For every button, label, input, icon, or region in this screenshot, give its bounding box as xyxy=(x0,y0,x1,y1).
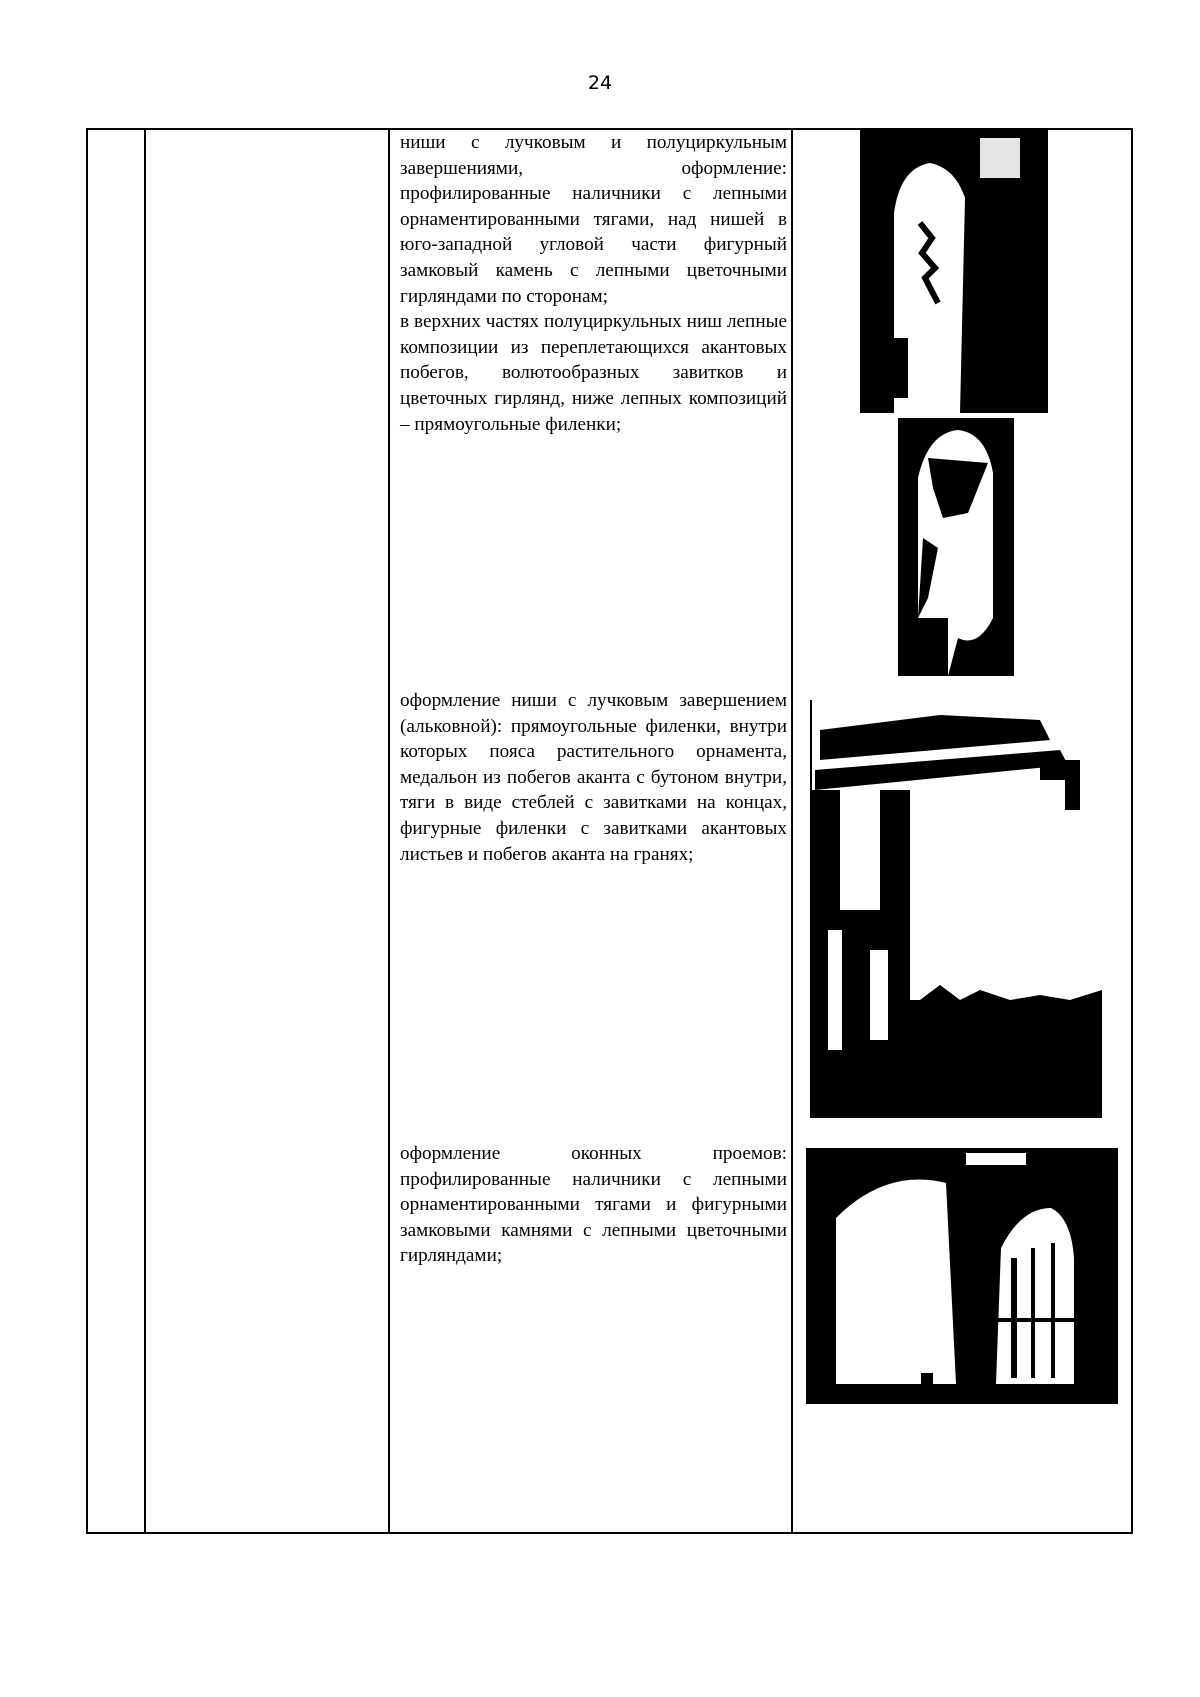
window-openings-photo xyxy=(806,1148,1118,1404)
niche-arch-photo-1 xyxy=(860,128,1048,413)
page-number: 24 xyxy=(587,72,613,94)
entry-2-description xyxy=(400,688,787,867)
entry-1-description xyxy=(400,130,787,437)
alcove-niche-photo xyxy=(810,700,1102,1118)
entry-3-description xyxy=(400,1141,787,1269)
entry-2-paragraph-1: оформление ниши с лучковым завершением (альковной): прямоугольные филенки, внутри которых пояса растительного орнамента, медальон из побегов аканта с бутоном внутри, тяги в виде стеблей с завитками на концах, фигурные филенки с завитками акантовых листьев и побегов аканта на гранях; xyxy=(400,690,787,865)
column-divider-3 xyxy=(791,130,793,1532)
niche-arch-photo-2 xyxy=(898,418,1014,676)
entry-1-paragraph-2: в верхних частях полуциркульных ниш лепные композиции из переплетающихся акантовых побегов, волютообразных завитков и цветочных гирлянд, ниже лепных композиций – прямоугольные филенки; xyxy=(400,311,787,435)
column-divider-1 xyxy=(144,130,146,1532)
column-divider-2 xyxy=(388,130,390,1532)
entry-3-paragraph-1: оформление оконных проемов: профилированные наличники с лепными орнаментированными тягами и фигурными замковыми камнями с лепными цветочными гирляндами; xyxy=(400,1143,787,1267)
entry-1-paragraph-1: ниши с лучковым и полуциркульным завершениями, оформление: профилированные наличники с лепными орнаментированными тягами, над нишей в юго-западной угловой части фигурный замковый камень с лепными цветочными гирляндами по сторонам; xyxy=(400,132,787,307)
